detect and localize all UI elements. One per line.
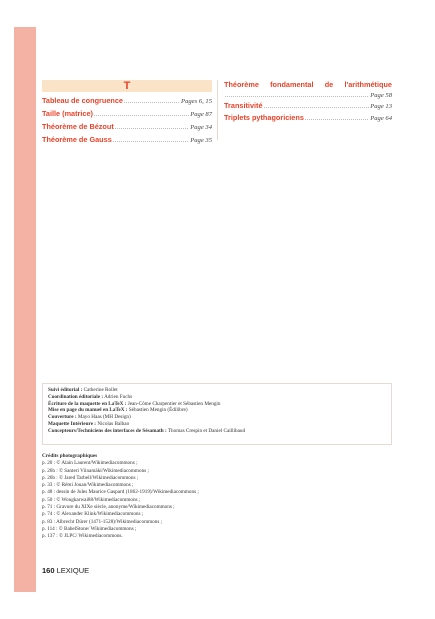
editorial-credits-box: [42, 383, 392, 445]
credit-row: [48, 414, 386, 421]
index-entry[interactable]: [224, 101, 392, 113]
credit-row: [48, 428, 386, 435]
photo-credit-line: p. 114 : © BabelStone/ Wikimediacommons ;: [42, 525, 137, 532]
footer-section-name: LEXIQUE: [56, 566, 90, 575]
credit-value: Sébastien Mengin (Édilibre): [128, 407, 188, 414]
leader-dots: [113, 136, 189, 147]
photo-credit-line: p. 26b : © Jared Tarbell/Wikimediacommons ;: [42, 474, 139, 481]
credit-value: Mayo Haas (MH Design): [77, 414, 131, 421]
index-entry[interactable]: [42, 108, 212, 121]
index-entry[interactable]: [42, 121, 212, 134]
photo-credit-line: p. 71 : Gravure du XIXe siècle, anonyme/Wikimediacommons ;: [42, 504, 175, 511]
leader-dots: [124, 97, 180, 108]
index-entry-term: Taille (matrice): [42, 109, 93, 118]
leader-dots: [264, 102, 370, 113]
credit-label: Concepteurs/Techniciens des interfaces de Sésamath :: [48, 427, 167, 434]
margin-color-bar: [14, 27, 36, 592]
photo-credit-line: p. 50 : © Wongkarwai88/Wikimediacommons ;: [42, 496, 141, 503]
index-entry-term: Tableau de congruence: [42, 96, 123, 105]
credit-value: Jean-Côme Charpentier et Sébastien Mengin: [127, 400, 221, 407]
credit-label: Coordination éditoriale :: [48, 393, 104, 400]
wrapped-term-word: Théorème: [224, 80, 259, 89]
index-entry-page: Page 64: [370, 114, 392, 122]
photo-credits: [42, 453, 392, 541]
photo-credits-heading: Crédits photographiques: [42, 453, 98, 459]
credit-row: [48, 387, 386, 394]
credit-value: Adrien Fuchs: [104, 393, 133, 400]
credit-label: Écriture de la maquette en LaTeX :: [48, 400, 127, 407]
photo-credits-list: [42, 460, 392, 540]
leader-dots: [94, 110, 189, 121]
photo-credit-line: p. 48 : dessin de Jules Maurice Gaspard (1862-1919)/Wikimediacommons ;: [42, 489, 199, 496]
index-entry-page: Pages 6, 15: [181, 98, 212, 105]
wrapped-term-word: l'arithmétique: [344, 80, 392, 89]
leader-dots: [225, 91, 369, 102]
credit-value: Nicolas Balbao: [97, 420, 130, 427]
leader-dots: [305, 114, 369, 125]
credit-value: Catherine Rollet: [83, 387, 118, 393]
index-entry-wrapped-page[interactable]: [224, 91, 392, 102]
index-entry-page: Page 58: [370, 91, 392, 99]
credit-label: Couverture :: [48, 414, 77, 421]
index-entry-page: Page 34: [190, 124, 212, 131]
leader-dots: [115, 123, 189, 134]
section-letter-header: T: [42, 80, 212, 92]
photo-credit-line: p. 83 : Albrecht Dürer (1471-1528)/Wikimediacommons ;: [42, 518, 163, 525]
credit-row: [48, 421, 386, 428]
index-entry[interactable]: [42, 134, 212, 147]
index-entry-page: Page 13: [370, 103, 392, 110]
photo-credit-line: p. 74 : © Alexander Klink/Wikimediacommons ;: [42, 511, 144, 518]
index-entry-term: Transitivité: [224, 101, 263, 110]
index-entry-wrapped-term[interactable]: [224, 80, 392, 91]
photo-credit-line: p. 137 : © JLPC/ Wikimediacommons.: [42, 533, 123, 540]
photo-credit-line: p. 26h : © Santeri Viinamäki/Wikimediacommons ;: [42, 467, 149, 474]
index-column-right: [224, 80, 392, 124]
index-entry[interactable]: [224, 113, 392, 125]
wrapped-term-word: de: [324, 80, 334, 89]
index-list-left: [42, 95, 212, 147]
photo-credit-line: p. 20 : © Alain Laurent/Wikimediacommons ;: [42, 460, 138, 467]
wrapped-term-word: fondamental: [270, 80, 314, 89]
index-entry-page: Page 87: [190, 111, 212, 118]
index-entry-term: Théorème de Bézout: [42, 122, 114, 131]
index-entry[interactable]: [42, 95, 212, 108]
index-column-left: [42, 80, 212, 147]
column-divider: [217, 80, 218, 140]
credit-row: [48, 394, 386, 401]
page-number: 160: [42, 566, 55, 575]
credit-label: Maquette Intérieure :: [48, 420, 97, 427]
index-list-right: [224, 101, 392, 124]
credit-label: Suivi éditorial :: [48, 387, 83, 393]
index-entry-term: Théorème de Gauss: [42, 135, 112, 144]
credit-label: Mise en page du manuel en LaTeX :: [48, 407, 128, 414]
photo-credit-line: p. 33 : © Rémi Jouan/Wikimediacommons ;: [42, 482, 134, 489]
page-footer: [42, 566, 89, 575]
index-entry-page: Page 35: [190, 137, 212, 144]
index-entry-term: Triplets pythagoriciens: [224, 112, 304, 122]
credit-value: Thomas Crespin et Daniel Caillibaud: [167, 427, 246, 434]
